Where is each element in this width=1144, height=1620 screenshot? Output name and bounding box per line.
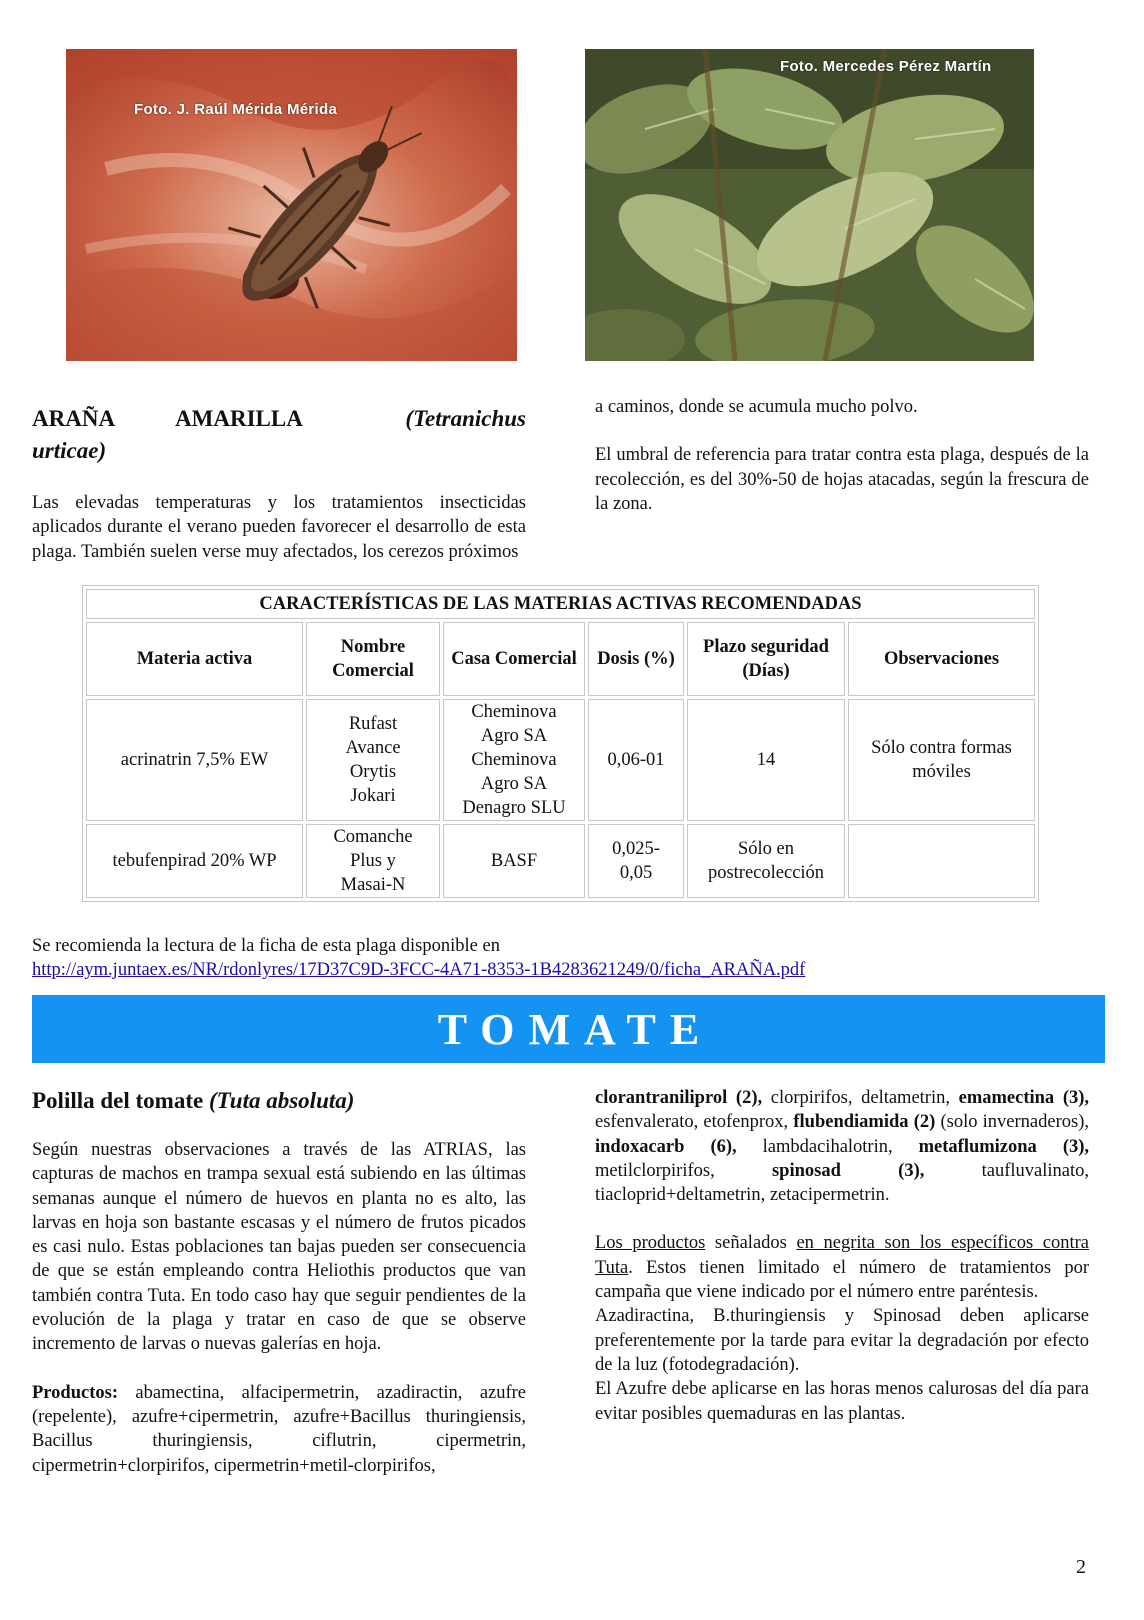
leaves-photo <box>585 49 1034 361</box>
polilla-right-column <box>595 1086 1089 1426</box>
arana-intro-start: Las elevadas temperaturas y los tratamientos insecticidas aplicados durante el verano pueden favorecer el desarrollo de esta plaga. También suelen verse muy afectados, los cerezos próximos <box>32 493 526 562</box>
table-caption: CARACTERÍSTICAS DE LAS MATERIAS ACTIVAS RECOMENDADAS <box>86 589 1035 619</box>
polilla-title-italic: (Tuta absoluta) <box>208 1088 355 1113</box>
polilla-body: Según nuestras observaciones a través de las ATRIAS, las capturas de machos en trampa sexual está subiendo en las últimas semanas aunque el número de huevos en planta no es alto, las larvas en hoja son bastante escasas y el número de frutos picados es casi nulo. Estas poblaciones tan bajas pueden ser consecuencia de que se están empleando contra Heliothis productos que van también contra Tuta. En todo caso hay que seguir pendientes de la evolución de la plaga y tratar en caso de que se observe incremento de larvas o nuevas galerías en hoja. <box>32 1140 526 1355</box>
table-cell <box>848 824 1035 898</box>
table-header-casa: Casa Comercial <box>443 622 585 696</box>
arana-right-column <box>595 395 1089 516</box>
table-row <box>86 824 1035 898</box>
polilla-title: Polilla del tomate <box>32 1088 209 1113</box>
arana-title-part-c: (Tetranichus urticae) <box>32 406 526 463</box>
table-cell: Rufast Avance Orytis Jokari <box>306 699 440 821</box>
arana-umbral: El umbral de referencia para tratar contra esta plaga, después de la recolección, es del 30%-50 de hojas atacadas, según la frescura de la zona. <box>595 445 1089 514</box>
table-cell: acrinatrin 7,5% EW <box>86 699 303 821</box>
polilla-products-continued: clorantraniliprol (2), clorpirifos, deltametrin, emamectina (3), esfenvalerato, etofenprox, flubendiamida (2) (solo invernaderos), indoxacarb (6), lambdacihalotrin, metaflumizona (3), metilclorpirifos, spinosad (3), taufluvalinato, tiacloprid+deltametrin, zetacipermetrin. <box>595 1088 1089 1206</box>
note-rest: . Estos tienen limitado el número de tratamientos por campaña que viene indicado por el número entre paréntesis. <box>595 1257 1089 1303</box>
recommendation <box>32 934 1112 983</box>
polilla-note-2: Azadiractina, B.thuringiensis y Spinosad deben aplicarse preferentemente por la tarde para evitar la degradación por efecto de la luz (fotodegradación). <box>595 1306 1089 1375</box>
table-cell: 0,025-0,05 <box>588 824 684 898</box>
table-header-plazo: Plazo seguridad (Días) <box>687 622 845 696</box>
arana-title-part-a: ARAÑA <box>32 406 116 431</box>
insect-photo <box>66 49 517 361</box>
table-cell: tebufenpirad 20% WP <box>86 824 303 898</box>
polilla-left-column <box>32 1085 526 1478</box>
table-cell: Sólo en postrecolección <box>687 824 845 898</box>
arana-intro-continued: a caminos, donde se acumula mucho polvo. <box>595 397 918 417</box>
table-row <box>86 699 1035 821</box>
table-cell: Comanche Plus y Masai-N <box>306 824 440 898</box>
table-header-materia: Materia activa <box>86 622 303 696</box>
active-ingredients-table <box>82 585 1039 902</box>
table-header-dosis: Dosis (%) <box>588 622 684 696</box>
note-underline-2: en negrita son los específicos contra Tuta <box>595 1233 1089 1278</box>
photo-credit-right: Foto. Mercedes Pérez Martín <box>780 58 992 75</box>
page-number: 2 <box>1076 1556 1086 1578</box>
arana-title-part-b: AMARILLA <box>175 406 302 431</box>
note-mid: señalados <box>705 1233 797 1254</box>
table-cell: 14 <box>687 699 845 821</box>
tomate-banner <box>32 995 1105 1063</box>
table-cell: Cheminova Agro SA Cheminova Agro SA Denagro SLU <box>443 699 585 821</box>
photo-credit-left: Foto. J. Raúl Mérida Mérida <box>134 101 338 118</box>
recommendation-text: Se recomienda la lectura de la ficha de esta plaga disponible en <box>32 936 500 956</box>
polilla-products-start: Productos: abamectina, alfacipermetrin, azadiractin, azufre (repelente), azufre+cipermetrin, azufre+Bacillus thuringiensis, Bacillus thuringiensis, ciflutrin, cipermetrin, cipermetrin+clorpirifos, cipermetrin+metil-clorpirifos, <box>32 1382 526 1476</box>
ficha-link[interactable]: http://aym.juntaex.es/NR/rdonlyres/17D37C9D-3FCC-4A71-8353-1B4283621249/0/ficha_ARAÑA.pdf <box>32 960 806 981</box>
polilla-note <box>595 1231 1089 1304</box>
table-cell: BASF <box>443 824 585 898</box>
leaves-photo-image <box>585 49 1034 361</box>
table-cell: Sólo contra formas móviles <box>848 699 1035 821</box>
table-header-observaciones: Observaciones <box>848 622 1035 696</box>
table-cell: 0,06-01 <box>588 699 684 821</box>
polilla-note-3: El Azufre debe aplicarse en las horas menos calurosas del día para evitar posibles quemaduras en las plantas. <box>595 1379 1089 1424</box>
tomate-banner-title: TOMATE <box>437 1004 714 1054</box>
polilla-heading <box>32 1085 526 1117</box>
note-underline-1: Los productos <box>595 1233 706 1254</box>
arana-heading <box>32 403 526 467</box>
insect-photo-image <box>66 49 517 361</box>
table-header-nombre: Nombre Comercial <box>306 622 440 696</box>
arana-left-column <box>32 403 526 564</box>
